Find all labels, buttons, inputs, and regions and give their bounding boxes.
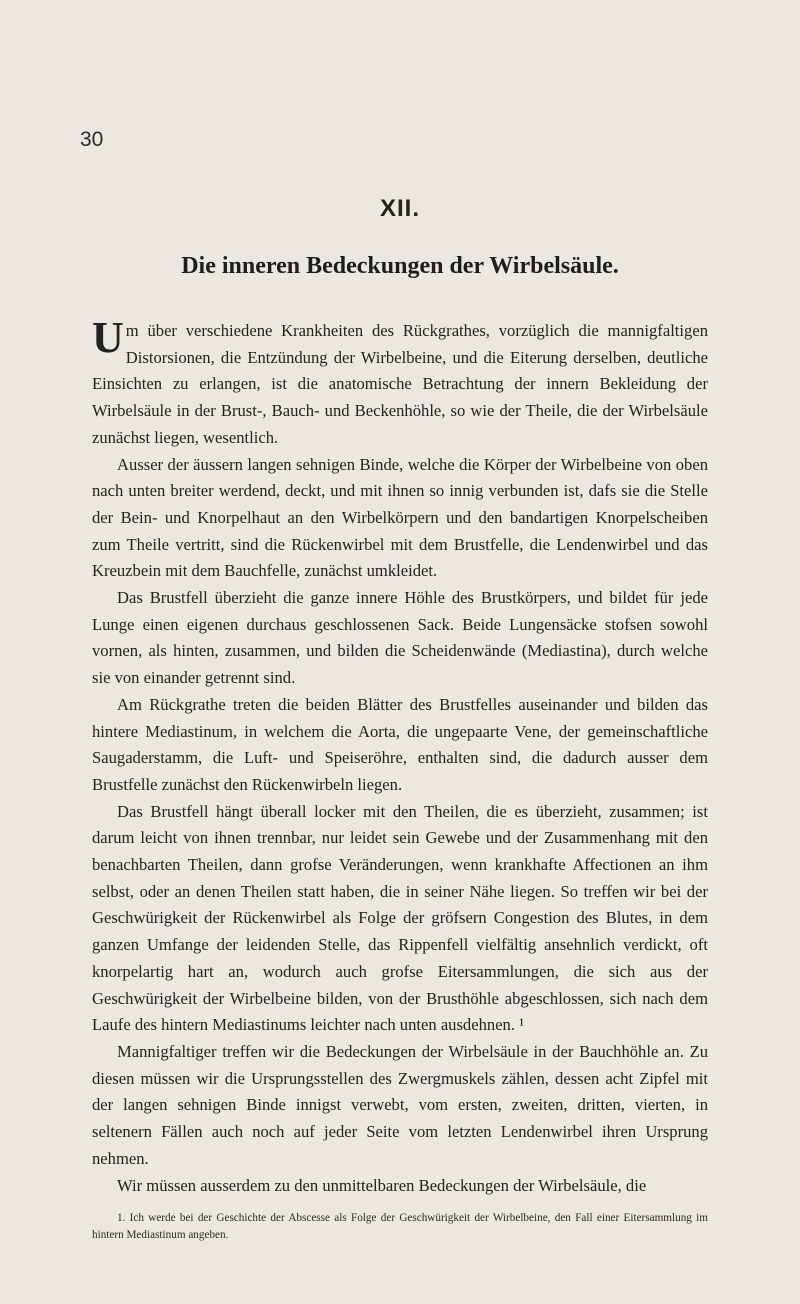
- footnote-1: 1. Ich werde bei der Geschichte der Abscesse als Folge der Geschwürigkeit der Wirbelbeine, den Fall einer Eitersammlung im hintern Mediastinum angeben.: [92, 1212, 708, 1241]
- drop-cap: U: [92, 313, 124, 362]
- body-text: [92, 313, 708, 1199]
- paragraph-3: Das Brustfell überzieht die ganze innere Höhle des Brustkörpers, und bildet für jede Lunge einen eigenen durchaus geschlossenen Sack. Beide Lungensäcke stofsen sowohl vornen, als hinten, zusammen, und bilden die Scheidenwände (Mediastina), durch welche sie von einander getrennt sind.: [92, 588, 708, 688]
- paragraph-6: Mannigfaltiger treffen wir die Bedeckungen der Wirbelsäule in der Bauchhöhle an. Zu diesen müssen wir die Ursprungsstellen des Zwergmuskels zählen, dessen acht Zipfel mit der langen sehnigen Binde innigst verwebt, vom ersten, zweiten, dritten, vierten, in seltenern Fällen auch noch auf jeder Seite vom letzten Lendenwirbel ihren Ursprung nehmen.: [92, 1041, 708, 1168]
- paragraph-1: [92, 313, 708, 452]
- chapter-title: Die inneren Bedeckungen der Wirbelsäule.: [181, 253, 619, 279]
- paragraph-5: Das Brustfell hängt überall locker mit den Theilen, die es überzieht, zusammen; ist darum leicht von ihnen trennbar, nur leidet sein Gewebe und der Zusammenhang mit den benachbarten Theilen, dann grofse Veränderungen, wenn krankhafte Affectionen an ihm selbst, oder an denen Theilen statt haben, die in seiner Nähe liegen. So treffen wir bei der Geschwürigkeit der Rückenwirbel als Folge der gröfsern Congestion des Blutes, in dem ganzen Umfange der leidenden Stelle, das Rippenfell vielfältig ansehnlich verdickt, oft knorpelartig hart an, wodurch auch grofse Eitersammlungen, die sich aus der Geschwürigkeit der Wirbelbeine bilden, von der Brusthöhle abgeschlossen, sich nach dem Laufe des hintern Mediastinums leichter nach unten ausdehnen. ¹: [92, 801, 708, 1035]
- page-number: 30: [80, 128, 104, 151]
- chapter-number: XII.: [379, 195, 420, 222]
- paragraph-7: Wir müssen ausserdem zu den unmittelbaren Bedeckungen der Wirbelsäule, die: [117, 1175, 647, 1195]
- footnotes: [92, 1210, 708, 1244]
- paragraph-1-text: m über verschiedene Krankheiten des Rückgrathes, vorzüglich die mannigfaltigen Distorsionen, die Entzündung der Wirbelbeine, und die Eiterung derselben, deutliche Einsichten zu erlangen, ist die anatomische Betrachtung der innern Bekleidung der Wirbelsäule in der Brust-, Bauch- und Beckenhöhle, so wie der Theile, die der Wirbelsäule zunächst liegen, wesentlich.: [92, 321, 708, 447]
- paragraph-4: Am Rückgrathe treten die beiden Blätter des Brustfelles auseinander und bilden das hintere Mediastinum, in welchem die Aorta, die ungepaarte Vene, der gemeinschaftliche Saugaderstamm, die Luft- und Speiseröhre, enthalten sind, die dadurch ausser dem Brustfelle zunächst den Rückenwirbeln liegen.: [92, 694, 708, 794]
- paragraph-2: Ausser der äussern langen sehnigen Binde, welche die Körper der Wirbelbeine von oben nach unten breiter werdend, deckt, und mit ihnen so innig verbunden ist, dafs sie die Stelle der Bein- und Knorpelhaut an den Wirbelkörpern und den bandartigen Knorpelscheiben zum Theile vertritt, sind die Rückenwirbel mit dem Brustfelle, die Lendenwirbel und das Kreuzbein mit dem Bauchfelle, zunächst umkleidet.: [92, 454, 708, 581]
